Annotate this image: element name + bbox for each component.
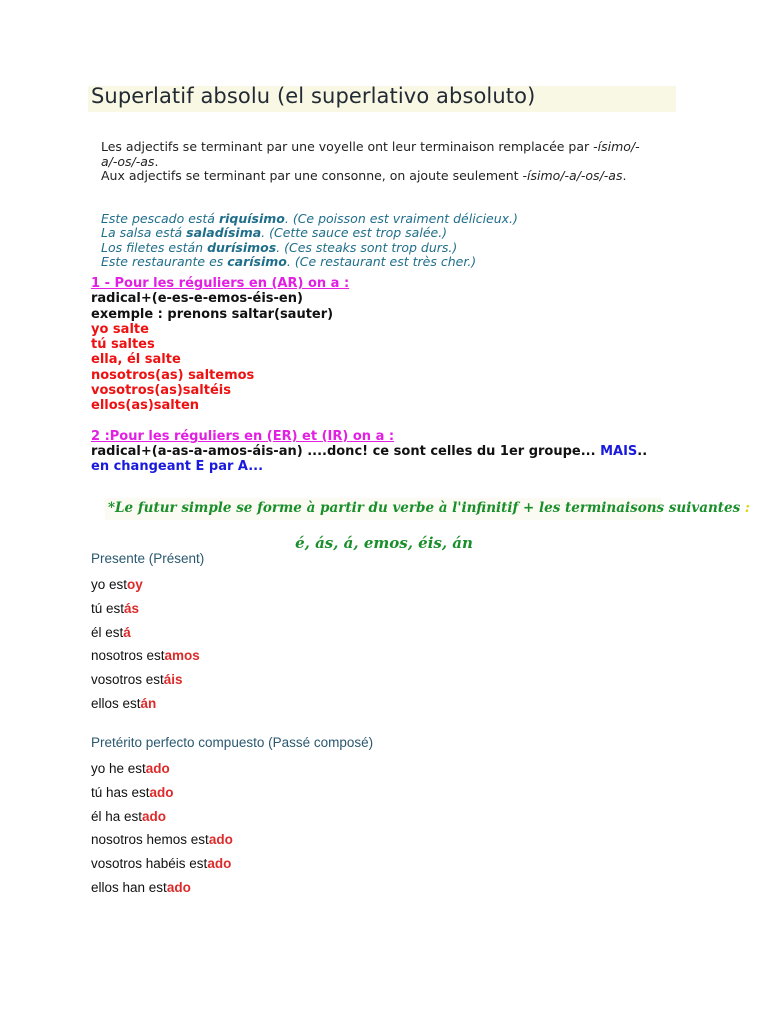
example-line	[101, 241, 701, 255]
er-ir-dots: ..	[637, 443, 648, 459]
intro-period: .	[154, 153, 159, 169]
ar-form: nosotros(as) saltemos	[91, 367, 255, 383]
example-post: . (Ce restaurant est très cher.)	[286, 253, 477, 269]
verb-ending: ado	[166, 879, 191, 895]
verb-stem: tú has est	[91, 784, 150, 800]
verb-stem: tú est	[91, 600, 125, 616]
verb-stem: vosotros est	[91, 672, 164, 688]
intro-suffix-cont: a/-os/-as	[101, 153, 155, 169]
intro-line-2	[101, 155, 671, 170]
list-item	[91, 696, 491, 720]
ar-form: yo salte	[91, 321, 149, 337]
example-post: . (Cette sauce est trop salée.)	[261, 225, 448, 241]
verb-stem: nosotros hemos est	[91, 832, 209, 848]
verb-stem: yo est	[91, 577, 128, 592]
example-word: saladísima	[186, 225, 262, 241]
futur-text: *Le futur simple se forme à partir du verbe à l'infinitif + les terminaisons suivantes	[108, 500, 745, 516]
verb-ending: á	[123, 624, 131, 640]
list-item	[91, 785, 491, 809]
intro-suffix: -ísimo/-	[593, 139, 640, 154]
verb-ending: án	[140, 695, 157, 711]
verb-stem: él est	[91, 624, 124, 640]
example-pre: La salsa está	[101, 225, 187, 241]
intro-text: Les adjectifs se terminant par une voyelle ont leur terminaison remplacée par	[101, 139, 594, 154]
verb-ending: ado	[145, 761, 170, 776]
list-item	[91, 832, 491, 856]
verb-stem: nosotros est	[91, 648, 165, 664]
mais-word: MAIS	[600, 443, 638, 459]
example-line	[101, 255, 701, 269]
ar-form: ella, él salte	[91, 352, 181, 368]
verb-ending: ado	[207, 856, 232, 872]
example-word: carísimo	[227, 253, 287, 269]
verb-ending: ado	[149, 784, 174, 800]
list-item	[91, 809, 491, 833]
verb-stem: yo he est	[91, 761, 146, 776]
intro-text-2: Aux adjectifs se terminant par une consonne, on ajoute seulement	[101, 168, 523, 183]
ar-radical: radical+(e-es-e-emos-éis-en)	[91, 291, 303, 307]
er-ir-change: en changeant E par A...	[91, 459, 264, 475]
presente-title: Presente (Présent)	[91, 551, 205, 566]
examples-block	[101, 212, 701, 269]
list-item	[91, 648, 491, 672]
intro-period-2: .	[622, 168, 627, 183]
list-item	[91, 625, 491, 649]
verb-stem: ellos han est	[91, 879, 167, 895]
spacer	[91, 414, 691, 429]
er-ir-radical: radical+(a-as-a-amos-áis-an) ....donc! ce sont celles du 1er groupe...	[91, 443, 601, 459]
example-line	[101, 212, 701, 226]
example-pre: Los filetes están	[101, 239, 208, 255]
list-item	[91, 761, 491, 785]
list-item	[91, 672, 491, 696]
verb-ending: áis	[163, 672, 183, 688]
er-ir-heading: 2 :Pour les réguliers en (ER) et (IR) on a :	[91, 428, 395, 444]
example-line	[101, 226, 701, 240]
futur-colon: :	[744, 500, 750, 516]
ar-form: tú saltes	[91, 337, 155, 353]
list-item	[91, 577, 491, 601]
verb-ending: oy	[127, 577, 143, 592]
verb-stem: ellos est	[91, 695, 141, 711]
intro-suffix-2: -ísimo/-a/-os/-as	[522, 168, 623, 183]
verb-ending: ado	[142, 808, 167, 824]
list-item	[91, 880, 491, 904]
futur-rule	[108, 500, 750, 516]
verb-stem: vosotros habéis est	[91, 856, 208, 872]
presente-list	[91, 577, 491, 720]
list-item	[91, 601, 491, 625]
futur-endings: é, ás, á, emos, éis, án	[295, 534, 473, 552]
verb-ending: ado	[208, 832, 233, 848]
ar-form: ellos(as)salten	[91, 398, 200, 414]
ar-form: vosotros(as)saltéis	[91, 383, 231, 399]
example-post: . (Ce poisson est vraiment délicieux.)	[284, 211, 518, 226]
example-word: riquísimo	[218, 211, 285, 226]
intro-line-1	[101, 140, 671, 155]
ar-example: exemple : prenons saltar(sauter)	[91, 306, 334, 322]
example-pre: Este restaurante es	[101, 253, 228, 269]
intro-paragraph	[101, 140, 671, 184]
preterito-list	[91, 761, 491, 904]
example-pre: Este pescado está	[101, 211, 219, 226]
list-item	[91, 856, 491, 880]
ar-heading: 1 - Pour les réguliers en (AR) on a :	[91, 276, 350, 291]
verb-ending: ás	[124, 600, 140, 616]
preterito-title: Pretérito perfecto compuesto (Passé composé)	[91, 735, 374, 750]
verb-ending: amos	[164, 648, 200, 664]
verb-stem: él ha est	[91, 808, 143, 824]
example-post: . (Ces steaks sont trop durs.)	[276, 239, 458, 255]
conjugation-block	[91, 276, 691, 475]
page-title: Superlatif absolu (el superlativo absoluto)	[91, 84, 536, 108]
intro-line-3	[101, 169, 671, 184]
example-word: durísimos	[207, 239, 277, 255]
er-ir-line	[91, 444, 691, 459]
